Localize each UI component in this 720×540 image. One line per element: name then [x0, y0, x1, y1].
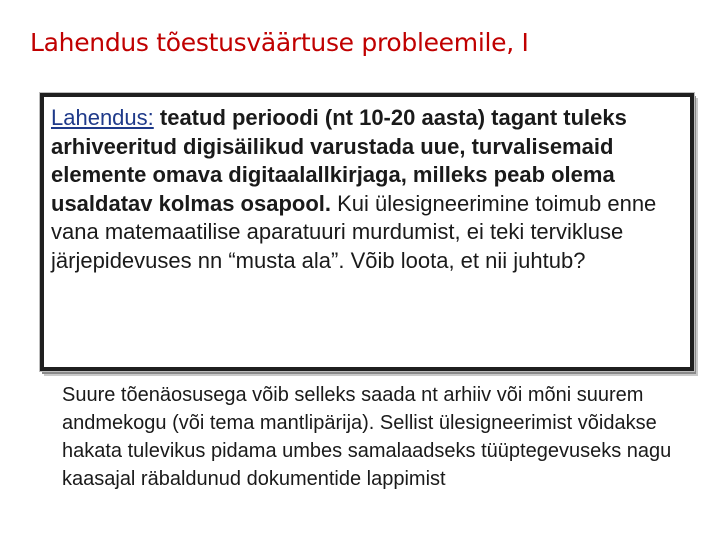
box-normal-text: Kui ülesigneerimine toimub enne vana matemaatilise aparatuuri murdumist, ei teki tervikluse järjepidevuses nn “musta ala”. Võib loota, et nii juhtub?: [51, 190, 657, 273]
body-paragraph: Suure tõenäosusega võib selleks saada nt arhiiv või mõni suurem andmekogu (või tema mantlipärija). Sellist ülesigneerimist võidakse hakata tulevikus pidama umbes samalaadseks tüüptegevuseks nagu kaasajal räbaldunud dokumentide lappimist: [62, 384, 672, 490]
highlight-box-text: [51, 104, 684, 276]
highlight-box: [40, 93, 694, 371]
slide-title: Lahendus tõestusväärtuse probleemile, I: [30, 28, 529, 57]
box-lead: Lahendus:: [51, 105, 154, 130]
box-bold-text: teatud perioodi (nt 10-20 aasta) tagant tuleks arhiveeritud digisäilikud varustada uue, turvalisemaid elemente omava digitaalallkirjaga, milleks peab olema usaldatav kolmas osapool.: [51, 105, 627, 216]
